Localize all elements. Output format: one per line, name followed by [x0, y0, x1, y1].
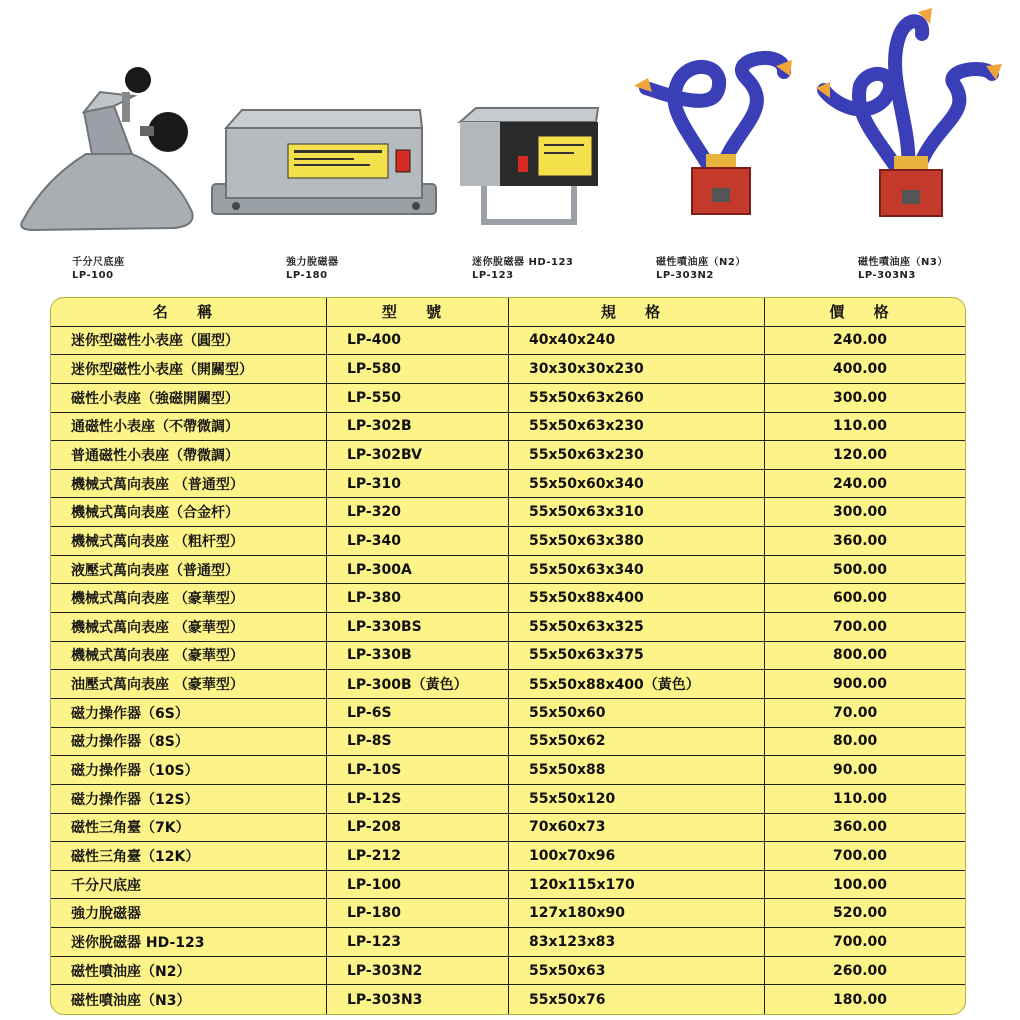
product-name: 磁性噴油座（N3）: [858, 257, 948, 268]
cell-price: 70.00: [765, 699, 965, 728]
cell-name: 磁性噴油座（N2）: [51, 957, 327, 986]
cell-name: 機械式萬向表座（合金杆）: [51, 498, 327, 527]
cell-price: 300.00: [765, 498, 965, 527]
cell-price: 400.00: [765, 355, 965, 384]
cell-model: LP-340: [327, 527, 509, 556]
cell-model: LP-12S: [327, 785, 509, 814]
cell-name: 機械式萬向表座 （普通型）: [51, 470, 327, 499]
cell-price: 500.00: [765, 556, 965, 585]
cell-model: LP-320: [327, 498, 509, 527]
cell-spec: 55x50x88x400（黃色）: [509, 670, 765, 699]
product-micrometer-stand: [14, 62, 204, 234]
product-caption: [286, 256, 339, 282]
cell-spec: 55x50x63x260: [509, 384, 765, 413]
cell-name: 液壓式萬向表座（普通型）: [51, 556, 327, 585]
cell-model: LP-330BS: [327, 613, 509, 642]
header-price: 價 格: [765, 298, 965, 327]
cell-spec: 127x180x90: [509, 899, 765, 928]
cell-spec: 55x50x63x230: [509, 441, 765, 470]
cell-model: LP-208: [327, 814, 509, 843]
cell-spec: 30x30x30x230: [509, 355, 765, 384]
cell-name: 千分尺底座: [51, 871, 327, 900]
cell-name: 強力脫磁器: [51, 899, 327, 928]
cell-name: 機械式萬向表座 （粗杆型）: [51, 527, 327, 556]
product-gallery: [0, 0, 1020, 290]
cell-name: 磁力操作器（6S）: [51, 699, 327, 728]
cell-spec: 55x50x63x380: [509, 527, 765, 556]
cell-model: LP-300A: [327, 556, 509, 585]
product-demagnetizer: [206, 98, 442, 228]
cell-model: LP-8S: [327, 728, 509, 757]
cell-price: 240.00: [765, 327, 965, 356]
cell-name: 磁性三角臺（7K）: [51, 814, 327, 843]
cell-price: 700.00: [765, 842, 965, 871]
product-name: 千分尺底座: [72, 257, 125, 268]
cell-name: 迷你型磁性小表座（開關型）: [51, 355, 327, 384]
cell-name: 機械式萬向表座 （豪華型）: [51, 613, 327, 642]
product-name: 強力脫磁器: [286, 257, 339, 268]
cell-spec: 55x50x60: [509, 699, 765, 728]
cell-spec: 55x50x63x310: [509, 498, 765, 527]
cell-spec: 120x115x170: [509, 871, 765, 900]
cell-name: 迷你型磁性小表座（圓型）: [51, 327, 327, 356]
product-caption: [472, 256, 573, 282]
cell-name: 油壓式萬向表座 （豪華型）: [51, 670, 327, 699]
mini-demagnetizer-icon: [454, 104, 604, 238]
cell-model: LP-550: [327, 384, 509, 413]
cell-model: LP-303N2: [327, 957, 509, 986]
cell-spec: 55x50x88x400: [509, 584, 765, 613]
cell-name: 機械式萬向表座 （豪華型）: [51, 642, 327, 671]
cell-model: LP-580: [327, 355, 509, 384]
cell-price: 360.00: [765, 527, 965, 556]
cell-price: 260.00: [765, 957, 965, 986]
cell-model: LP-180: [327, 899, 509, 928]
cell-model: LP-380: [327, 584, 509, 613]
cell-price: 120.00: [765, 441, 965, 470]
cell-spec: 55x50x88: [509, 756, 765, 785]
cell-spec: 55x50x63x325: [509, 613, 765, 642]
cell-model: LP-6S: [327, 699, 509, 728]
cell-price: 110.00: [765, 785, 965, 814]
cell-model: LP-300B（黃色）: [327, 670, 509, 699]
product-model: LP-303N2: [656, 270, 714, 281]
product-name: 磁性噴油座（N2）: [656, 257, 746, 268]
cell-model: LP-310: [327, 470, 509, 499]
header-model: 型 號: [327, 298, 509, 327]
coolant-nozzle-base-icon: [626, 18, 796, 218]
cell-model: LP-303N3: [327, 985, 509, 1014]
cell-price: 360.00: [765, 814, 965, 843]
cell-spec: 70x60x73: [509, 814, 765, 843]
cell-spec: 55x50x120: [509, 785, 765, 814]
micrometer-stand-icon: [14, 62, 204, 234]
cell-name: 通磁性小表座（不帶微調）: [51, 413, 327, 442]
coolant-nozzle-base-icon: [814, 4, 1004, 220]
product-coolant-nozzle-n2: [626, 18, 796, 218]
cell-model: LP-400: [327, 327, 509, 356]
cell-model: LP-212: [327, 842, 509, 871]
cell-name: 磁力操作器（10S）: [51, 756, 327, 785]
cell-spec: 55x50x63x375: [509, 642, 765, 671]
cell-price: 700.00: [765, 928, 965, 957]
cell-price: 600.00: [765, 584, 965, 613]
cell-name: 磁性噴油座（N3）: [51, 985, 327, 1014]
cell-name: 機械式萬向表座 （豪華型）: [51, 584, 327, 613]
product-model: LP-180: [286, 270, 328, 281]
cell-spec: 55x50x63x340: [509, 556, 765, 585]
cell-name: 磁力操作器（8S）: [51, 728, 327, 757]
product-model: LP-100: [72, 270, 114, 281]
cell-spec: 100x70x96: [509, 842, 765, 871]
cell-price: 900.00: [765, 670, 965, 699]
cell-price: 80.00: [765, 728, 965, 757]
cell-spec: 55x50x62: [509, 728, 765, 757]
cell-price: 180.00: [833, 991, 888, 1008]
cell-spec: 83x123x83: [509, 928, 765, 957]
cell-model: LP-10S: [327, 756, 509, 785]
cell-price: 110.00: [765, 413, 965, 442]
cell-price: 300.00: [765, 384, 965, 413]
cell-price: 520.00: [765, 899, 965, 928]
cell-price: 100.00: [765, 871, 965, 900]
cell-price: 90.00: [765, 756, 965, 785]
product-coolant-nozzle-n3: [814, 4, 1004, 220]
cell-name: 迷你脫磁器 HD-123: [51, 928, 327, 957]
product-caption: [656, 256, 746, 282]
price-table: [50, 297, 966, 1015]
product-caption: [858, 256, 948, 282]
cell-model: LP-100: [327, 871, 509, 900]
cell-model: LP-302B: [327, 413, 509, 442]
header-name: 名 稱: [51, 298, 327, 327]
cell-spec: 55x50x76: [509, 985, 765, 1014]
product-mini-demagnetizer: [454, 104, 604, 238]
cell-spec: 55x50x63x230: [509, 413, 765, 442]
product-model: LP-123: [472, 270, 514, 281]
header-spec: 規 格: [509, 298, 765, 327]
cell-spec: 40x40x240: [509, 327, 765, 356]
product-name: 迷你脫磁器 HD-123: [472, 257, 574, 268]
cell-spec: 55x50x60x340: [509, 470, 765, 499]
cell-model: LP-330B: [327, 642, 509, 671]
product-caption: [72, 256, 125, 282]
cell-model: LP-302BV: [327, 441, 509, 470]
product-model: LP-303N3: [858, 270, 916, 281]
cell-name: 磁力操作器（12S）: [51, 785, 327, 814]
cell-name: 普通磁性小表座（帶微調）: [51, 441, 327, 470]
cell-name: 磁性三角臺（12K）: [51, 842, 327, 871]
cell-price: 240.00: [765, 470, 965, 499]
price-table-grid: [51, 298, 965, 1014]
cell-spec: 55x50x63: [509, 957, 765, 986]
cell-model: LP-123: [327, 928, 509, 957]
cell-name: 磁性小表座（強磁開關型）: [51, 384, 327, 413]
cell-price: 800.00: [765, 642, 965, 671]
demagnetizer-icon: [206, 98, 442, 228]
cell-price: 700.00: [765, 613, 965, 642]
